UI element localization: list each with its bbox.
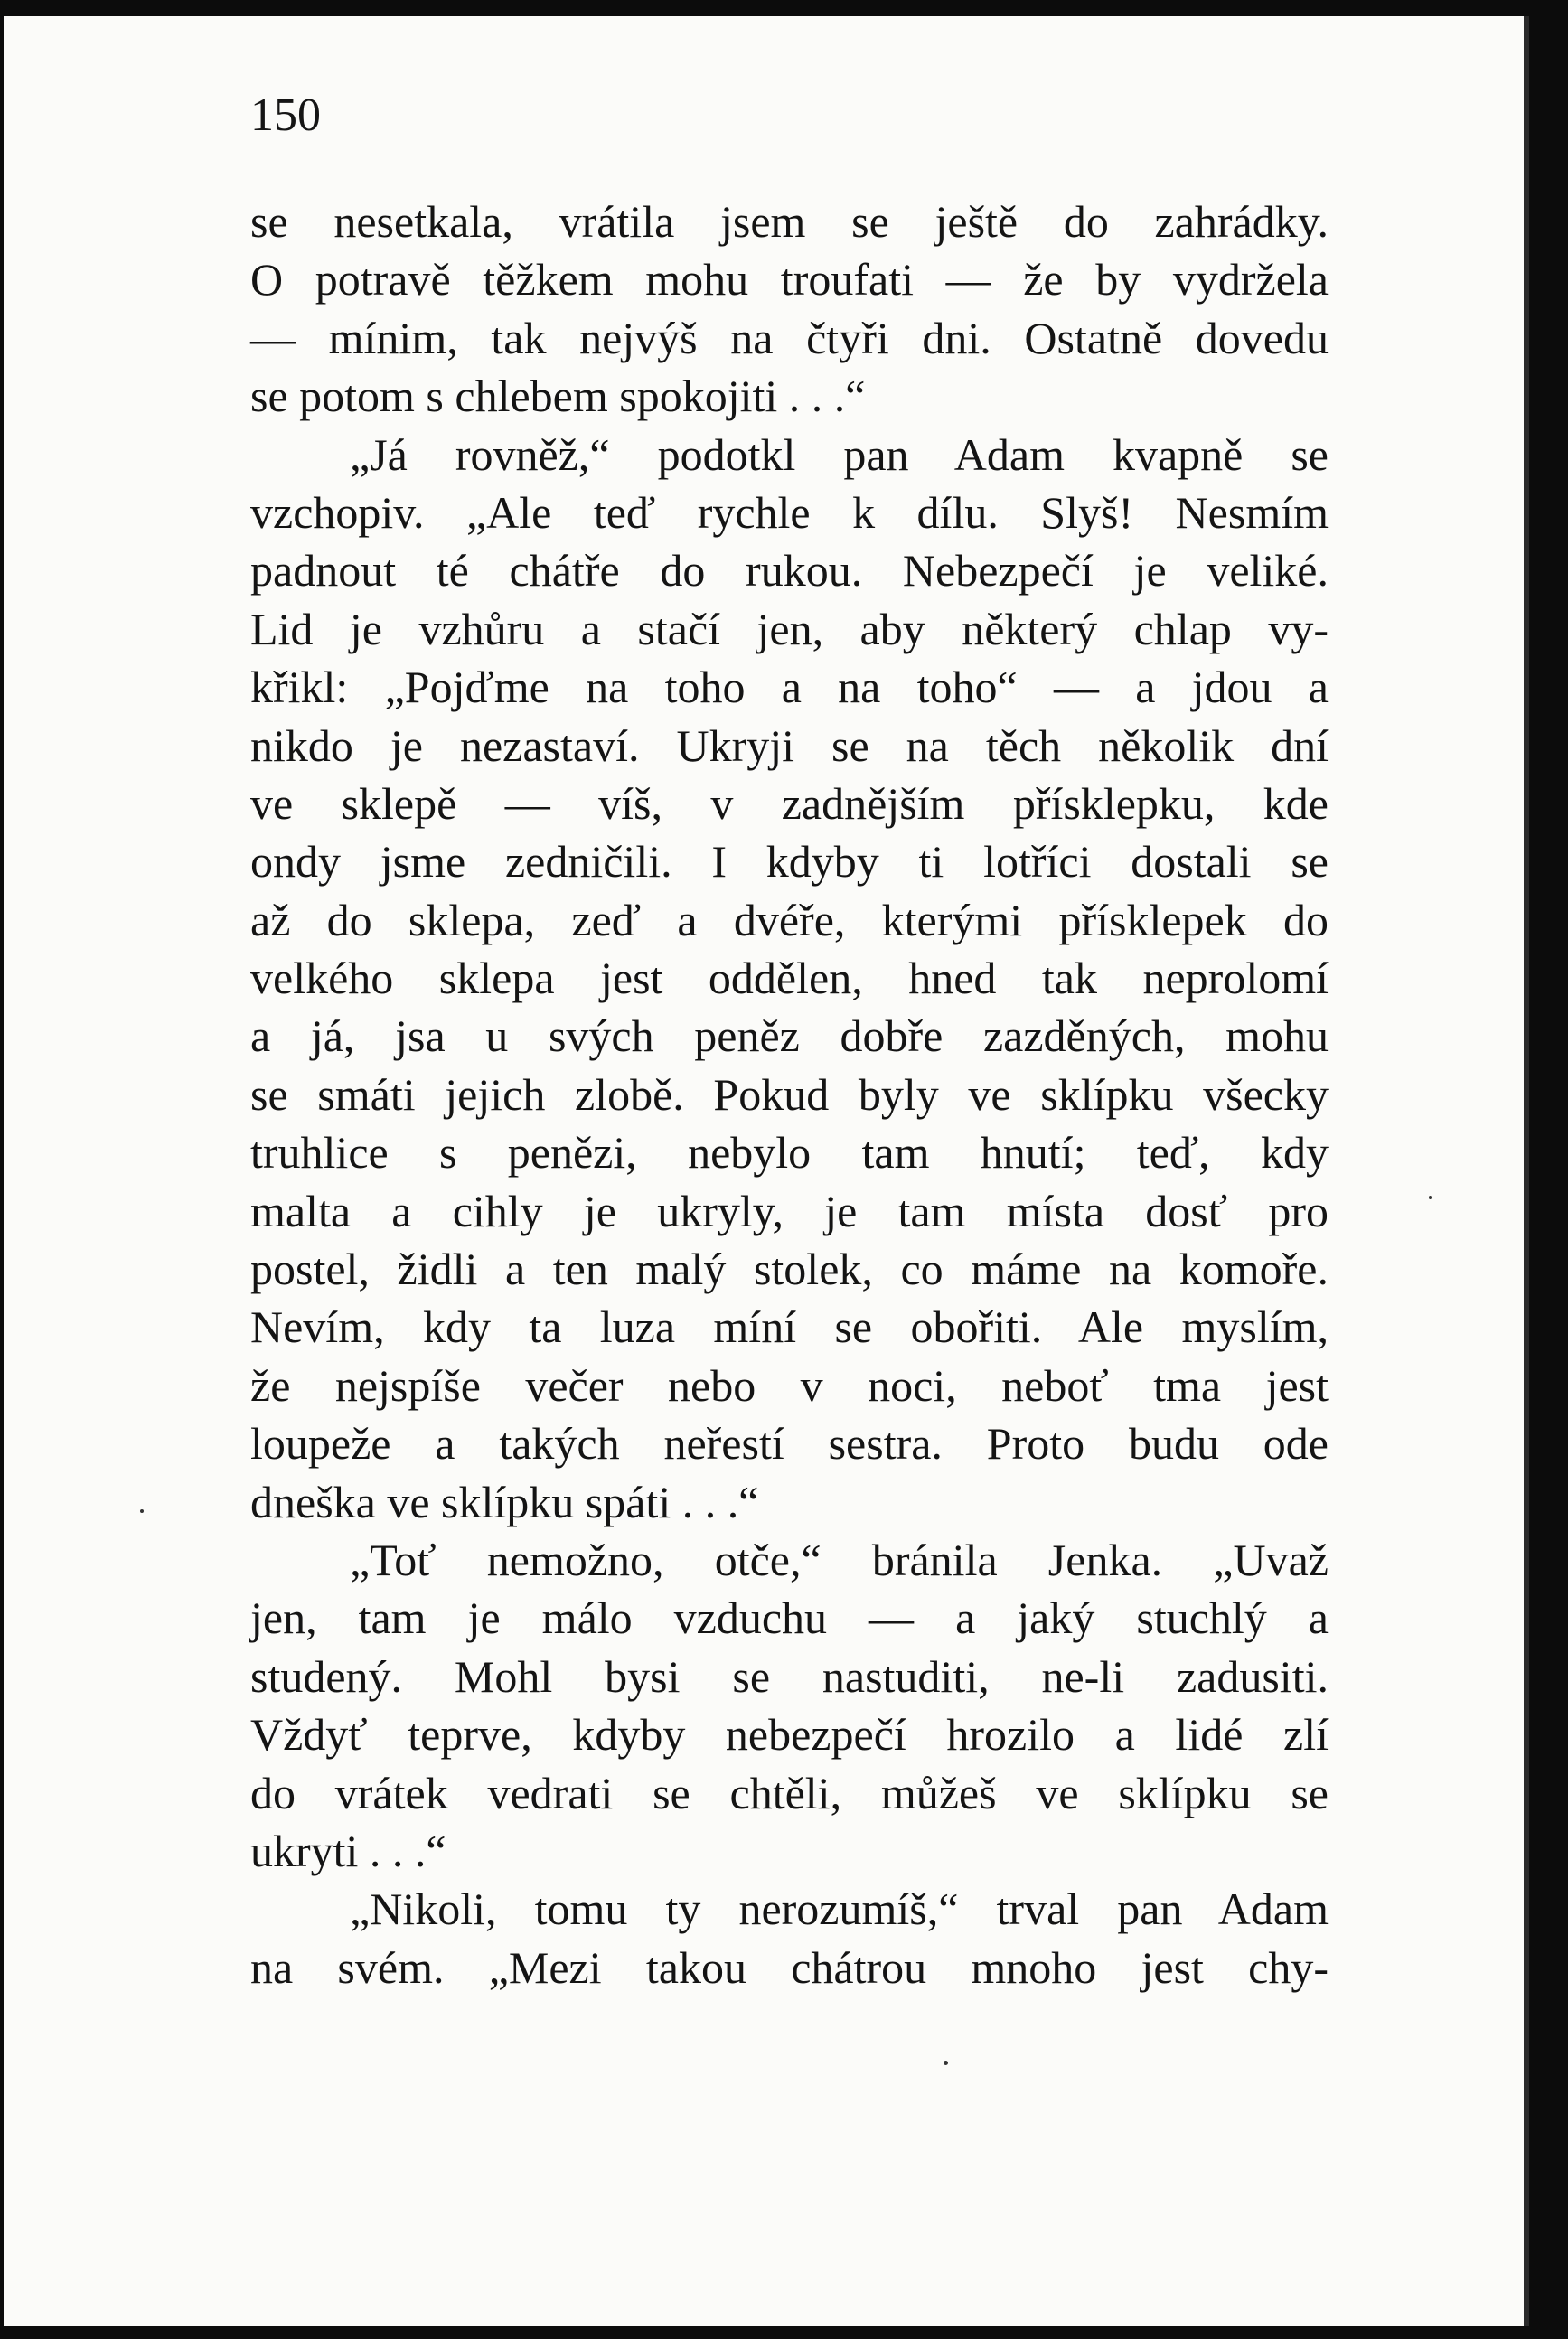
text-line: a já, jsa u svých peněz dobře zazděných, mohu	[250, 1010, 1329, 1062]
text-line: až do sklepa, zeď a dvéře, kterými přísklepek do	[250, 894, 1329, 945]
text-line: — mínim, tak nejvýš na čtyři dni. Ostatně dovedu	[250, 312, 1329, 363]
text-line: Lid je vzhůru a stačí jen, aby některý chlap vy-	[250, 603, 1329, 654]
text-line: postel, židli a ten malý stolek, co máme na komoře.	[250, 1244, 1329, 1295]
text-line: do vrátek vedrati se chtěli, můžeš ve sklípku se	[250, 1767, 1329, 1818]
text-line: ukryti . . .“	[250, 1825, 446, 1876]
text-line: „Já rovněž,“ podotkl pan Adam kvapně se	[350, 428, 1329, 480]
text-line: se potom s chlebem spokojiti . . .“	[250, 371, 866, 422]
text-line: Vždyť teprve, kdyby nebezpečí hrozilo a lidé zlí	[250, 1709, 1329, 1761]
print-speck	[140, 1509, 144, 1513]
page-number: 150	[250, 89, 321, 141]
text-line: O potravě těžkem mohu troufati — že by vydržela	[250, 254, 1329, 305]
text-line: nikdo je nezastaví. Ukryji se na těch několik dní	[250, 719, 1329, 771]
text-line: se nesetkala, vrátila jsem se ještě do zahrádky.	[250, 196, 1329, 247]
text-line: „Nikoli, tomu ty nerozumíš,“ trval pan Adam	[350, 1883, 1329, 1935]
text-line: truhlice s penězi, nebylo tam hnutí; teď, kdy	[250, 1127, 1329, 1179]
text-line: malta a cihly je ukryly, je tam místa dosť pro	[250, 1185, 1329, 1236]
text-line: ve sklepě — víš, v zadnějším přísklepku, kde	[250, 777, 1329, 829]
text-line: Nevím, kdy ta luza míní se obořiti. Ale myslím,	[250, 1301, 1329, 1353]
text-line: padnout té chátře do rukou. Nebezpečí je veliké.	[250, 545, 1329, 596]
text-line: velkého sklepa jest oddělen, hned tak neprolomí	[250, 953, 1329, 1004]
text-line: na svém. „Mezi takou chátrou mnoho jest chy-	[250, 1941, 1329, 1993]
text-line: studený. Mohl bysi se nastuditi, ne-li zadusiti.	[250, 1650, 1329, 1702]
text-line: vzchopiv. „Ale teď rychle k dílu. Slyš! Nesmím	[250, 486, 1329, 538]
text-line: dneška ve sklípku spáti . . .“	[250, 1476, 759, 1527]
text-line: ondy jsme zedničili. I kdyby ti lotříci dostali se	[250, 836, 1329, 888]
text-line: křikl: „Pojďme na toho a na toho“ — a jdou a	[250, 662, 1329, 713]
text-line: se smáti jejich zlobě. Pokud byly ve sklípku všecky	[250, 1068, 1329, 1120]
print-speck	[944, 2061, 948, 2065]
print-speck	[1429, 1196, 1432, 1199]
body-text	[250, 193, 1329, 1996]
text-line: jen, tam je málo vzduchu — a jaký stuchlý a	[250, 1592, 1329, 1644]
text-line: „Toť nemožno, otče,“ bránila Jenka. „Uvaž	[350, 1534, 1329, 1585]
text-line: že nejspíše večer nebo v noci, neboť tma jest	[250, 1359, 1329, 1411]
book-page	[4, 16, 1529, 2326]
text-line: loupeže a takých neřestí sestra. Proto budu ode	[250, 1418, 1329, 1470]
